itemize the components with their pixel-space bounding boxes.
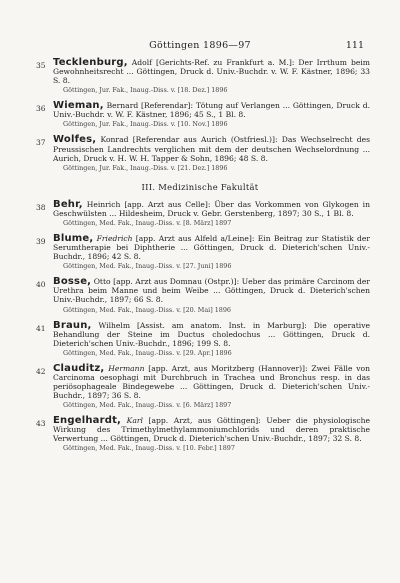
- entry-number: 38: [36, 202, 46, 212]
- entry-41: [0, 321, 400, 357]
- entry-body: Adolf [Gerichts-Ref. zu Frankfurt a. M.]: Der Irrthum beim Gewohnheitsrecht ... Göttingen, Druck d. Univ.-Buchdr. v. W. F. Kästner, 1896; 33 S. 8.: [53, 58, 370, 86]
- entry-note: Göttingen, Med. Fak., Inaug.-Diss. v. [10. Febr.] 1897: [63, 444, 235, 453]
- entry-text: [53, 101, 370, 119]
- entry-body: Heinrich [app. Arzt aus Celle]: Über das Vorkommen von Glykogen in Geschwülsten ... Hildesheim, Druck v. Gebr. Gerstenberg, 1897; 30 S., 1 Bl. 8.: [53, 199, 370, 218]
- entry-text: [53, 321, 370, 348]
- entry-author: Engelhardt,: [53, 415, 122, 427]
- entry-body: [app. Arzt aus Alfeld a/Leine]: Ein Beitrag zur Statistik der Serumtherapie bei Diphtherie ... Göttingen, Druck d. Dieterich'schen Univ.-Buchdr., 1896; 42 S. 8.: [53, 233, 370, 262]
- entry-author: Braun,: [53, 319, 92, 331]
- running-head: [0, 40, 400, 54]
- entry-note: Göttingen, Med. Fak., Inaug.-Diss. v. [27. Juni] 1896: [63, 262, 232, 271]
- entry-author-firstname: Friedrich: [93, 233, 133, 243]
- entry-body: Otto [app. Arzt aus Domnau (Ostpr.)]: Ueber das primäre Carcinom der Urethra beim Manne und beim Weibe ... Göttingen, Druck d. Dieterich'schen Univ.-Buchdr., 1897; 66 S. 8.: [53, 277, 370, 305]
- page-number: 111: [345, 40, 364, 51]
- entry-note: Göttingen, Med. Fak., Inaug.-Diss. v. [6. März] 1897: [63, 401, 232, 410]
- entry-number: 40: [36, 280, 46, 290]
- entry-number: 42: [36, 366, 46, 376]
- entry-number: 41: [36, 323, 46, 333]
- entry-author: Wolfes,: [53, 134, 97, 146]
- entry-number: 43: [36, 419, 46, 429]
- entry-note: Göttingen, Jur. Fak., Inaug.-Diss. v. [21. Dez.] 1896: [63, 163, 228, 172]
- entry-note: Göttingen, Med. Fak., Inaug.-Diss. v. [29. Apr.] 1896: [63, 348, 232, 357]
- entry-text: [53, 364, 370, 400]
- entry-35: [0, 58, 400, 94]
- entry-author: Behr,: [53, 198, 83, 210]
- entry-36: [0, 101, 400, 128]
- entry-author-firstname: Hermann: [104, 363, 145, 373]
- entry-author: Bosse,: [53, 276, 92, 288]
- entry-text: [53, 135, 370, 162]
- entry-text: [53, 234, 370, 261]
- entry-note: Göttingen, Jur. Fak., Inaug.-Diss. v. [10. Nov.] 1896: [63, 120, 228, 129]
- entry-42: [0, 364, 400, 409]
- entry-text: [53, 200, 370, 218]
- entry-number: 37: [36, 138, 46, 148]
- entry-38: [0, 200, 400, 227]
- entry-author: Tecklenburg,: [53, 57, 128, 68]
- entry-note: Göttingen, Med. Fak., Inaug.-Diss. v. [20. Mai] 1896: [63, 305, 231, 314]
- section-heading: III. Medizinische Fakultät: [141, 181, 259, 192]
- entry-text: [53, 416, 370, 443]
- entry-author: Wieman,: [53, 100, 104, 112]
- entry-note: Göttingen, Jur. Fak., Inaug.-Diss. v. [18. Dez.] 1896: [63, 86, 228, 95]
- entry-number: 36: [36, 104, 46, 114]
- entry-43: [0, 416, 400, 452]
- entry-author: Clauditz,: [53, 362, 105, 374]
- entry-author: Blume,: [53, 232, 94, 244]
- entry-body: Konrad [Referendar aus Aurich (Ostfriesl.)]: Das Wechselrecht des Preussischen Landrechts verglichen mit dem der deutschen Wechselordnung ... Aurich, Druck v. H. W. H. Tapper & Sohn, 1896; 48 S. 8.: [53, 135, 370, 163]
- entry-author-firstname: Karl: [121, 416, 143, 426]
- entry-body: Bernard [Referendar]: Tötung auf Verlangen ... Göttingen, Druck d. Univ.-Buchdr. v. W. F. Kästner, 1896; 45 S., 1 Bl. 8.: [53, 101, 370, 120]
- entry-37: [0, 135, 400, 171]
- entry-body: Wilhelm [Assist. am anatom. Inst. in Marburg]: Die operative Behandlung der Steine im Ductus choledochus ... Göttingen, Druck d. Dieterich'schen Univ.-Buchdr., 1896; 199 S. 8.: [53, 320, 370, 348]
- entry-body: [app. Arzt, aus Moritzberg (Hannover)]: Zwei Fälle von Carcinoma oesophagi mit Durchbruch in Trachea und Bronchus resp. in das periösophageale Bindegewebe ... Göttingen, Druck d. Dieterich'schen Univ.-Buchdr., 1897; 36 S. 8.: [53, 363, 370, 401]
- running-title: Göttingen 1896—97: [149, 40, 251, 51]
- entry-40: [0, 277, 400, 313]
- entry-number: 35: [36, 61, 46, 70]
- entries-list: [0, 58, 400, 452]
- entry-note: Göttingen, Med. Fak., Inaug.-Diss. v. [8. März] 1897: [63, 218, 232, 227]
- entry-text: [53, 58, 370, 85]
- entry-body: [app. Arzt, aus Göttingen]: Ueber die physiologische Wirkung des Trimethylmethylammoniumchlorids und deren praktische Verwertung ... Göttingen, Druck d. Dieterich'schen Univ.-Buchdr., 1897; 32 S. 8.: [53, 416, 370, 444]
- entry-text: [53, 277, 370, 304]
- entry-39: [0, 234, 400, 270]
- entry-number: 39: [36, 236, 46, 246]
